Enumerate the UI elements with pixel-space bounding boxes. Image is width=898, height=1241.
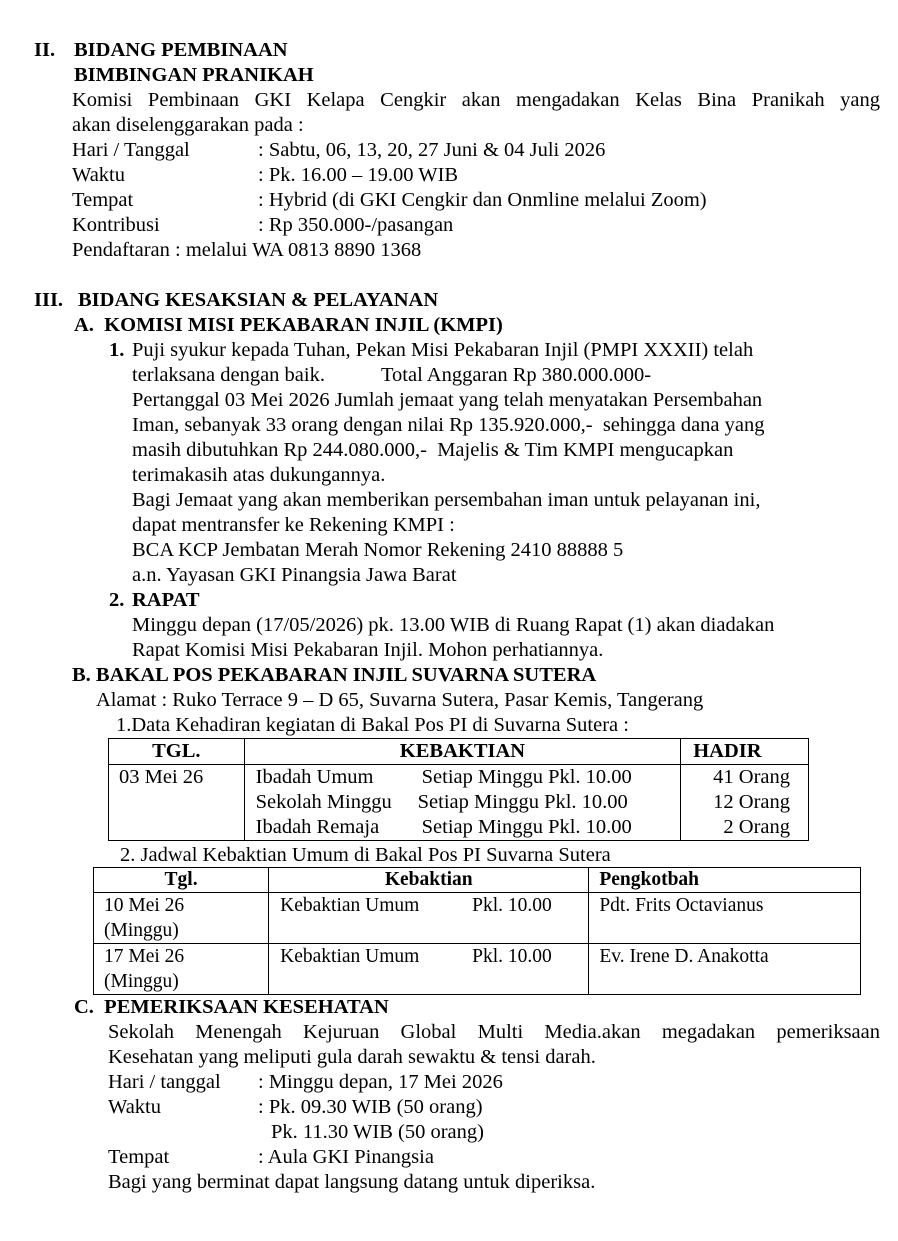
schedule-service-cell [269,893,589,944]
header-attendance: HADIR [681,739,809,765]
detail-label-contribution: Kontribusi [72,214,160,236]
detail-label-place: Tempat [72,189,134,211]
attendance-count: 12 Orang [713,791,790,813]
detail-label-time: Waktu [108,1096,162,1118]
section-2-intro-line-2: akan diselenggarakan pada : [72,114,304,136]
attendance-caption: 1.Data Kehadiran kegiatan di Bakal Pos PI di Suvarna Sutera : [116,714,629,736]
section-2-title: BIDANG PEMBINAAN [74,39,288,61]
subsection-c-heading: C. PEMERIKSAAN KESEHATAN [74,996,389,1018]
schedule-date-cell [94,893,269,944]
item-2-number: 2. [109,589,125,611]
table-header-row [94,868,861,893]
table-row [94,893,861,944]
item-1-line: masih dibutuhkan Rp 244.080.000,- Majelis & Tim KMPI mengucapkan [132,439,734,461]
schedule-date-cell [94,944,269,995]
attendance-counts-cell [681,765,809,841]
table-row [94,944,861,995]
schedule-preacher: Pdt. Frits Octavianus [589,893,861,944]
service-time: Setiap Minggu Pkl. 10.00 [421,766,632,788]
item-1-line: terlaksana dengan baik. Total Anggaran Rp 380.000.000- [132,364,652,386]
schedule-time: Pkl. 10.00 [472,946,552,967]
schedule-date: 10 Mei 26 [104,895,185,916]
schedule-service: Kebaktian Umum [280,946,420,967]
attendance-count: 41 Orang [713,766,790,788]
detail-value-contribution: : Rp 350.000-/pasangan [258,214,454,236]
schedule-service: Kebaktian Umum [280,895,420,916]
detail-value-place: : Hybrid (di GKI Cengkir dan Onmline melalui Zoom) [258,189,707,211]
table-header-row [109,739,809,765]
item-1-line: dapat mentransfer ke Rekening KMPI : [132,514,455,536]
section-2-subtitle: BIMBINGAN PRANIKAH [74,64,314,86]
item-1-line: Puji syukur kepada Tuhan, Pekan Misi Pekabaran Injil (PMPI XXXII) telah [132,339,754,361]
subsection-b-heading: B. BAKAL POS PEKABARAN INJIL SUVARNA SUTERA [72,664,597,686]
detail-label-time: Waktu [72,164,126,186]
detail-label-place: Tempat [108,1146,170,1168]
header-service: KEBAKTIAN [244,739,681,765]
detail-value-time: : Pk. 16.00 – 19.00 WIB [258,164,459,186]
schedule-preacher: Ev. Irene D. Anakotta [589,944,861,995]
header-preacher: Pengkotbah [589,868,861,893]
header-date: TGL. [109,739,245,765]
attendance-count: 2 Orang [723,816,790,838]
registration-line: Pendaftaran : melalui WA 0813 8890 1368 [72,239,422,261]
schedule-date: 17 Mei 26 [104,946,185,967]
detail-value-time-2: Pk. 11.30 WIB (50 orang) [271,1121,484,1143]
attendance-date: 03 Mei 26 [109,765,245,841]
attendance-services-cell [244,765,681,841]
header-date: Tgl. [94,868,269,893]
detail-value-date: : Sabtu, 06, 13, 20, 27 Juni & 04 Juli 2026 [258,139,606,161]
section-c-intro-line-2: Kesehatan yang meliputi gula darah sewaktu & tensi darah. [108,1046,596,1068]
schedule-time: Pkl. 10.00 [472,895,552,916]
detail-label-date: Hari / tanggal [108,1071,221,1093]
detail-label-date: Hari / Tanggal [72,139,190,161]
item-1-line: BCA KCP Jembatan Merah Nomor Rekening 2410 88888 5 [132,539,624,561]
detail-value-date: : Minggu depan, 17 Mei 2026 [258,1071,503,1093]
attendance-table [108,738,809,841]
section-2-intro-line-1: Komisi Pembinaan GKI Kelapa Cengkir akan mengadakan Kelas Bina Pranikah yang [72,89,880,111]
service-time: Setiap Minggu Pkl. 10.00 [421,816,632,838]
service-name: Ibadah Remaja [255,816,380,838]
item-2-line: Rapat Komisi Misi Pekabaran Injil. Mohon perhatiannya. [132,639,604,661]
schedule-service-cell [269,944,589,995]
item-1-line: a.n. Yayasan GKI Pinangsia Jawa Barat [132,564,457,586]
subsection-a-heading: A. KOMISI MISI PEKABARAN INJIL (KMPI) [74,314,503,336]
section-2-number: II. [34,39,56,61]
item-1-line: Bagi Jemaat yang akan memberikan persembahan iman untuk pelayanan ini, [132,489,761,511]
schedule-day: (Minggu) [104,971,179,992]
section-3-number: III. [34,289,64,311]
section-c-intro-line-1: Sekolah Menengah Kejuruan Global Multi Media.akan megadakan pemeriksaan [108,1021,880,1043]
detail-value-time: : Pk. 09.30 WIB (50 orang) [258,1096,483,1118]
service-name: Sekolah Minggu [255,791,392,813]
service-name: Ibadah Umum [255,766,374,788]
item-1-number: 1. [109,339,125,361]
service-time: Setiap Minggu Pkl. 10.00 [417,791,628,813]
item-2-line: Minggu depan (17/05/2026) pk. 13.00 WIB di Ruang Rapat (1) akan diadakan [132,614,775,636]
closing-line: Bagi yang berminat dapat langsung datang untuk diperiksa. [108,1171,596,1193]
section-3-title: BIDANG KESAKSIAN & PELAYANAN [78,289,439,311]
schedule-table [93,867,861,995]
address-line: Alamat : Ruko Terrace 9 – D 65, Suvarna Sutera, Pasar Kemis, Tangerang [96,689,704,711]
schedule-day: (Minggu) [104,920,179,941]
item-2-title: RAPAT [132,589,200,611]
item-1-line: terimakasih atas dukungannya. [132,464,386,486]
schedule-caption: 2. Jadwal Kebaktian Umum di Bakal Pos PI Suvarna Sutera [120,844,611,866]
item-1-line: Iman, sebanyak 33 orang dengan nilai Rp 135.920.000,- sehingga dana yang [132,414,765,436]
header-service: Kebaktian [269,868,589,893]
table-row [109,765,809,841]
item-1-line: Pertanggal 03 Mei 2026 Jumlah jemaat yang telah menyatakan Persembahan [132,389,763,411]
detail-value-place: : Aula GKI Pinangsia [258,1146,434,1168]
